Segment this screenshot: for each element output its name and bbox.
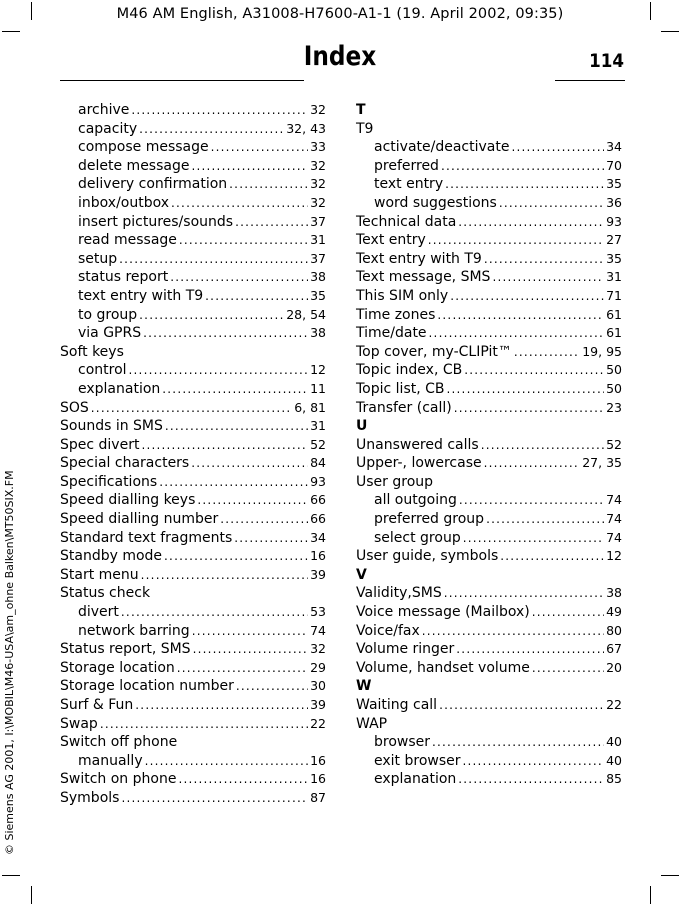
entry-page-ref: 33 (310, 139, 326, 155)
entry-page-ref: 27, 35 (582, 455, 622, 471)
index-subentry (356, 752, 622, 771)
entry-page-ref: 35 (606, 176, 622, 192)
index-subentry (356, 194, 622, 213)
entry-page-ref: 6, 81 (294, 399, 326, 415)
entry-term: word suggestions (374, 194, 497, 211)
entry-term: explanation (78, 380, 161, 397)
entry-page-ref: 29 (310, 659, 326, 675)
entry-term: Storage location (60, 659, 175, 676)
dot-leader (171, 194, 308, 213)
index-subentry (356, 491, 622, 510)
entry-term: archive (78, 102, 130, 118)
entry-term: Validity,SMS (356, 585, 442, 602)
entry-term: Standby mode (60, 548, 163, 565)
entry-term: Speed dialling number (60, 511, 219, 528)
index-entry (356, 715, 622, 734)
entry-page-ref: 74 (310, 622, 326, 638)
entry-term: network barring (78, 622, 190, 639)
index-entry (356, 268, 622, 287)
dot-leader (422, 622, 604, 641)
entry-term: insert pictures/sounds (78, 213, 234, 230)
entry-page-ref: 22 (606, 697, 622, 712)
entry-term: Soft keys (60, 343, 124, 360)
index-entry (60, 640, 326, 659)
entry-term: Unanswered calls (356, 436, 479, 453)
entry-term: Waiting call (356, 697, 438, 713)
header-rule-left (60, 80, 304, 81)
entry-term: explanation (374, 771, 457, 788)
entry-term: User group (356, 473, 434, 490)
index-entry (60, 566, 326, 585)
entry-term: read message (78, 232, 177, 249)
entry-page-ref: 37 (310, 213, 326, 229)
dot-leader (236, 677, 308, 696)
index-entry (60, 584, 326, 603)
entry-term: Status report, SMS (60, 641, 191, 658)
entry-page-ref: 11 (310, 380, 326, 396)
index-subentry (60, 287, 326, 306)
index-subentry (60, 213, 326, 232)
index-entry (60, 529, 326, 548)
index-entry (60, 789, 326, 808)
dot-leader (454, 399, 604, 418)
entry-page-ref: 84 (310, 455, 326, 471)
dot-leader (211, 138, 308, 157)
entry-page-ref: 61 (606, 306, 622, 322)
entry-term: capacity (78, 120, 138, 137)
index-subentry (356, 175, 622, 194)
index-entry (356, 454, 622, 473)
entry-page-ref: 61 (606, 325, 622, 341)
entry-term: Text entry (356, 232, 426, 249)
dot-leader (162, 380, 308, 399)
entry-term: Swap (60, 715, 98, 732)
entry-term: text entry (374, 176, 444, 193)
index-entry (60, 770, 326, 789)
dot-leader (131, 101, 308, 120)
dot-leader (500, 547, 604, 566)
entry-term: Specifications (60, 473, 158, 490)
entry-page-ref: 52 (606, 436, 622, 452)
index-subentry (60, 175, 326, 194)
entry-term: Text entry with T9 (356, 250, 482, 267)
entry-term: Standard text fragments (60, 529, 233, 546)
entry-page-ref: 71 (606, 287, 622, 303)
dot-leader (481, 436, 604, 455)
entry-term: SOS (60, 399, 89, 416)
entry-page-ref: 22 (310, 715, 326, 731)
entry-page-ref: 74 (606, 511, 622, 527)
dot-leader (437, 306, 604, 325)
entry-page-ref: 31 (310, 418, 326, 434)
index-entry (60, 399, 326, 418)
index-entry (60, 715, 326, 734)
entry-term: Symbols (60, 789, 120, 806)
index-subentry (60, 194, 326, 213)
index-entry (356, 380, 622, 399)
entry-page-ref: 38 (310, 269, 326, 285)
dot-leader (229, 175, 308, 194)
dot-leader (119, 250, 308, 269)
index-entry (356, 696, 622, 715)
crop-mark-bottom-right-h (661, 875, 679, 876)
index-subentry (60, 380, 326, 399)
index-entry (60, 454, 326, 473)
index-entry (356, 213, 622, 232)
index-subentry (60, 268, 326, 287)
index-entry (60, 696, 326, 715)
entry-page-ref: 49 (606, 604, 622, 620)
dot-leader (441, 157, 604, 176)
dot-leader (464, 361, 604, 380)
index-entry (60, 417, 326, 436)
dot-leader (192, 622, 308, 641)
dot-leader (165, 417, 308, 436)
crop-mark-top-right-h (661, 31, 679, 32)
dot-leader (492, 268, 604, 287)
index-subentry (60, 603, 326, 622)
entry-term: Status check (60, 585, 151, 602)
entry-page-ref: 32 (310, 102, 326, 117)
entry-page-ref: 38 (606, 585, 622, 601)
dot-leader (445, 175, 604, 194)
entry-page-ref: 16 (310, 752, 326, 768)
entry-term: delete message (78, 157, 190, 174)
entry-page-ref: 12 (310, 362, 326, 378)
entry-page-ref: 66 (310, 492, 326, 508)
index-subentry (356, 157, 622, 176)
dot-leader (191, 157, 308, 176)
entry-term: all outgoing (374, 492, 457, 509)
entry-page-ref: 12 (606, 548, 622, 564)
dot-leader (164, 547, 308, 566)
entry-term: select group (374, 529, 461, 546)
index-entry (356, 287, 622, 306)
crop-mark-top-left-h (2, 31, 20, 32)
entry-term: text entry with T9 (78, 287, 204, 304)
index-subentry (60, 120, 326, 139)
document-info-line: M46 AM English, A31008-H7600-A1-1 (19. April 2002, 09:35) (116, 6, 564, 22)
index-entry (60, 436, 326, 455)
entry-term: Voice message (Mailbox) (356, 604, 530, 621)
index-entry (356, 659, 622, 678)
dot-leader (159, 473, 308, 492)
crop-mark-top-right-v (650, 2, 651, 20)
entry-page-ref: 67 (606, 641, 622, 657)
crop-mark-top-left-v (31, 2, 32, 20)
entry-page-ref: 39 (310, 566, 326, 582)
index-subentry (60, 101, 326, 120)
index-entry (356, 603, 622, 622)
index-subentry (356, 770, 622, 789)
index-entry (356, 622, 622, 641)
entry-term: Sounds in SMS (60, 418, 163, 435)
dot-leader (235, 213, 308, 232)
index-subentry (356, 138, 622, 157)
dot-leader (129, 361, 309, 380)
index-subentry (60, 157, 326, 176)
entry-term: Volume, handset volume (356, 659, 530, 676)
index-subentry (356, 733, 622, 752)
index-subentry (60, 231, 326, 250)
dot-leader (177, 659, 308, 678)
entry-page-ref: 16 (310, 771, 326, 787)
entry-term: Time zones (356, 306, 436, 323)
crop-mark-bottom-right-v (650, 886, 651, 904)
entry-page-ref: 85 (606, 771, 622, 787)
index-subentry (60, 622, 326, 641)
index-entry (60, 491, 326, 510)
entry-term: This SIM only (356, 287, 449, 304)
entry-term: Technical data (356, 213, 457, 230)
index-entry (356, 343, 622, 362)
entry-page-ref: 30 (310, 678, 326, 694)
entry-page-ref: 32 (310, 641, 326, 657)
entry-term: Volume ringer (356, 641, 455, 658)
crop-mark-bottom-left-h (2, 875, 20, 876)
entry-term: Topic list, CB (356, 380, 445, 397)
entry-term: divert (78, 604, 119, 621)
dot-leader (220, 510, 308, 529)
dot-leader (139, 120, 284, 139)
dot-leader (205, 287, 308, 306)
entry-term: delivery confirmation (78, 176, 228, 193)
entry-page-ref: 32 (310, 157, 326, 173)
index-subentry (60, 138, 326, 157)
entry-term: Voice/fax (356, 622, 420, 639)
entry-page-ref: 34 (606, 139, 622, 155)
dot-leader (499, 194, 604, 213)
dot-leader (197, 491, 308, 510)
index-subentry (356, 510, 622, 529)
index-entry (356, 120, 622, 139)
entry-page-ref: 93 (606, 213, 622, 229)
entry-page-ref: 34 (310, 529, 326, 545)
dot-leader (100, 715, 308, 734)
entry-term: Transfer (call) (356, 399, 452, 416)
dot-leader (178, 770, 308, 789)
entry-term: via GPRS (78, 325, 142, 342)
dot-leader (143, 324, 308, 343)
dot-leader (91, 399, 292, 418)
index-subentry (60, 250, 326, 269)
dot-leader (234, 529, 308, 548)
entry-page-ref: 87 (310, 789, 326, 805)
index-entry (356, 584, 622, 603)
dot-leader (193, 640, 309, 659)
entry-term: browser (374, 734, 431, 751)
index-subentry (356, 529, 622, 548)
index-entry (60, 510, 326, 529)
entry-term: setup (78, 250, 118, 267)
dot-leader (463, 529, 604, 548)
dot-leader (450, 287, 604, 306)
dot-leader (428, 231, 604, 250)
dot-leader (135, 696, 308, 715)
dot-leader (145, 752, 308, 771)
entry-term: inbox/outbox (78, 194, 170, 211)
index-entry (356, 399, 622, 418)
index-entry (356, 361, 622, 380)
entry-page-ref: 39 (310, 697, 326, 712)
entry-page-ref: 27 (606, 232, 622, 248)
entry-term: Speed dialling keys (60, 492, 196, 509)
index-entry (356, 547, 622, 566)
dot-leader (486, 510, 604, 529)
dot-leader (463, 752, 605, 771)
entry-page-ref: 36 (606, 194, 622, 210)
entry-term: Upper-, lowercase (356, 455, 482, 472)
index-entry (356, 231, 622, 250)
entry-term: Surf & Fun (60, 697, 134, 713)
entry-term: Text message, SMS (356, 269, 491, 286)
index-section-letter: U (356, 418, 368, 435)
entry-page-ref: 28, 54 (286, 306, 326, 322)
entry-page-ref: 20 (606, 659, 622, 675)
entry-term: compose message (78, 139, 209, 156)
entry-page-ref: 32 (310, 194, 326, 210)
entry-page-ref: 40 (606, 734, 622, 750)
dot-leader (459, 491, 604, 510)
entry-term: Time/date (356, 325, 427, 342)
dot-leader (447, 380, 605, 399)
entry-term: preferred group (374, 511, 485, 528)
entry-page-ref: 32, 43 (286, 120, 326, 136)
entry-term: T9 (356, 120, 374, 137)
page-number: 114 (589, 50, 624, 72)
index-entry (60, 547, 326, 566)
entry-page-ref: 66 (310, 511, 326, 527)
dot-leader (458, 770, 604, 789)
entry-term: User guide, symbols (356, 548, 499, 565)
entry-page-ref: 50 (606, 380, 622, 396)
entry-term: Start menu (60, 566, 139, 583)
entry-page-ref: 16 (310, 548, 326, 564)
dot-leader (511, 138, 604, 157)
entry-term: Storage location number (60, 678, 234, 695)
dot-leader (141, 566, 308, 585)
index-section-letter: V (356, 566, 367, 583)
entry-page-ref: 70 (606, 157, 622, 173)
index-section-letter: W (356, 678, 372, 695)
entry-page-ref: 32 (310, 176, 326, 192)
dot-leader (444, 584, 604, 603)
copyright-file-path: © Siemens AG 2001, I:\MOBIL\M46-USA\am_ohne Balken\MT50SIX.FM (3, 470, 16, 855)
index-column-right (356, 101, 622, 789)
index-entry (356, 306, 622, 325)
entry-term: Spec divert (60, 436, 140, 453)
dot-leader (121, 603, 308, 622)
dot-leader (532, 659, 604, 678)
entry-term: preferred (374, 157, 439, 174)
index-subentry (60, 324, 326, 343)
entry-page-ref: 53 (310, 604, 326, 620)
dot-leader (121, 789, 308, 808)
dot-leader (456, 640, 604, 659)
header-rule-right (555, 80, 625, 81)
entry-term: control (78, 362, 127, 379)
index-entry (356, 436, 622, 455)
dot-leader (532, 603, 604, 622)
dot-leader (191, 454, 308, 473)
entry-term: activate/deactivate (374, 139, 510, 156)
index-section-letter: T (356, 102, 366, 118)
entry-page-ref: 50 (606, 362, 622, 378)
dot-leader (179, 231, 308, 250)
crop-mark-bottom-left-v (31, 886, 32, 904)
entry-page-ref: 31 (606, 269, 622, 285)
entry-page-ref: 40 (606, 752, 622, 768)
index-entry (60, 733, 326, 752)
page-title: Index (303, 41, 377, 72)
dot-leader (432, 733, 604, 752)
entry-page-ref: 35 (310, 287, 326, 303)
entry-page-ref: 37 (310, 250, 326, 266)
index-entry (60, 677, 326, 696)
entry-page-ref: 31 (310, 232, 326, 248)
entry-term: status report (78, 269, 169, 286)
entry-page-ref: 74 (606, 492, 622, 508)
index-entry (60, 473, 326, 492)
entry-term: Switch off phone (60, 734, 178, 751)
dot-leader (439, 696, 604, 715)
dot-leader (514, 343, 580, 362)
dot-leader (139, 306, 284, 325)
entry-page-ref: 93 (310, 473, 326, 489)
index-subentry (60, 306, 326, 325)
index-entry (356, 250, 622, 269)
entry-term: exit browser (374, 752, 461, 769)
dot-leader (170, 268, 308, 287)
dot-leader (458, 213, 604, 232)
dot-leader (484, 250, 604, 269)
index-entry (356, 473, 622, 492)
index-entry (60, 659, 326, 678)
index-subentry (60, 752, 326, 771)
entry-term: manually (78, 752, 143, 769)
index-subentry (60, 361, 326, 380)
entry-page-ref: 38 (310, 325, 326, 341)
entry-term: to group (78, 306, 138, 323)
entry-page-ref: 74 (606, 529, 622, 545)
entry-term: Switch on phone (60, 771, 177, 788)
dot-leader (484, 454, 581, 473)
entry-page-ref: 23 (606, 399, 622, 415)
dot-leader (429, 324, 605, 343)
entry-page-ref: 52 (310, 436, 326, 452)
index-entry (356, 640, 622, 659)
entry-page-ref: 19, 95 (582, 343, 622, 359)
entry-page-ref: 35 (606, 250, 622, 266)
entry-page-ref: 80 (606, 622, 622, 638)
entry-term: Top cover, my-CLIPit™ (356, 343, 512, 360)
entry-term: Topic index, CB (356, 362, 463, 379)
entry-term: WAP (356, 715, 388, 732)
index-entry (356, 324, 622, 343)
index-entry (60, 343, 326, 362)
dot-leader (141, 436, 308, 455)
index-column-left (60, 101, 326, 808)
entry-term: Special characters (60, 455, 190, 472)
